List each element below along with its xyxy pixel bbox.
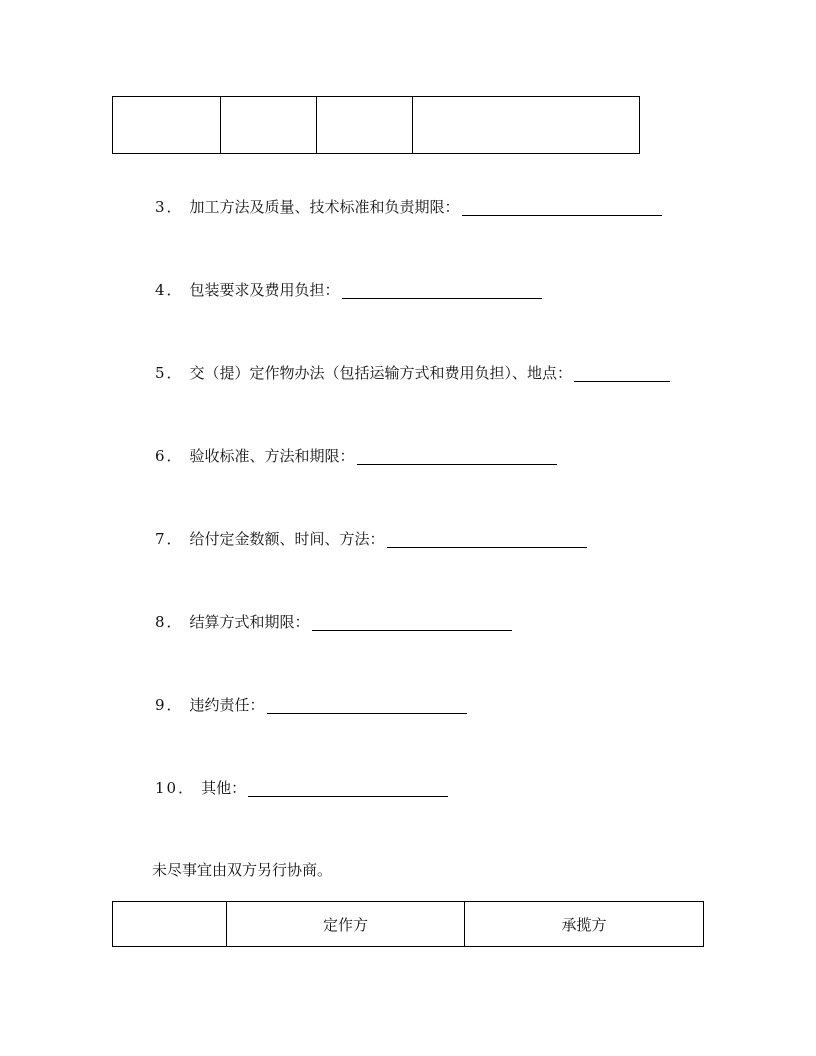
clause-3 [155, 198, 662, 216]
signature-table-label-cell [113, 902, 227, 946]
clause-text: 结算方式和期限： [189, 613, 310, 631]
top-table-cell-2 [221, 97, 317, 153]
fill-in-blank[interactable] [387, 533, 587, 548]
clause-4 [155, 281, 542, 299]
clause-number: 5． [155, 364, 184, 382]
top-table-cell-3 [317, 97, 413, 153]
clause-text: 交（提）定作物办法（包括运输方式和费用负担）、地点： [189, 364, 573, 382]
clause-text: 给付定金数额、时间、方法： [189, 530, 385, 548]
fill-in-blank[interactable] [267, 699, 467, 714]
clause-9 [155, 696, 467, 714]
signature-table [112, 901, 704, 947]
clause-number: 10． [155, 779, 196, 797]
fill-in-blank[interactable] [312, 616, 512, 631]
clause-text: 验收标准、方法和期限： [189, 447, 355, 465]
top-table [112, 96, 640, 154]
clause-10 [155, 779, 448, 797]
clause-number: 7． [155, 530, 184, 548]
clause-number: 6． [155, 447, 184, 465]
fill-in-blank[interactable] [574, 367, 670, 382]
clause-text: 违约责任： [189, 696, 265, 714]
closing-note: 未尽事宜由双方另行协商。 [152, 861, 333, 879]
signature-table-contractor: 承揽方 [561, 915, 607, 934]
clause-5 [155, 364, 670, 382]
fill-in-blank[interactable] [357, 450, 557, 465]
fill-in-blank[interactable] [248, 782, 448, 797]
clause-7 [155, 530, 587, 548]
fill-in-blank[interactable] [342, 284, 542, 299]
signature-table-ordering-party: 定作方 [227, 902, 465, 946]
clause-number: 3． [155, 198, 184, 216]
top-table-cell-4 [413, 97, 639, 153]
clause-number: 9． [155, 696, 184, 714]
clause-text: 加工方法及质量、技术标准和负责期限： [189, 198, 460, 216]
top-table-cell-1 [113, 97, 221, 153]
fill-in-blank[interactable] [462, 201, 662, 216]
clause-number: 8． [155, 613, 184, 631]
clause-text: 包装要求及费用负担： [189, 281, 340, 299]
clause-6 [155, 447, 557, 465]
clause-text: 其他： [201, 779, 247, 797]
clause-number: 4． [155, 281, 184, 299]
clause-8 [155, 613, 512, 631]
